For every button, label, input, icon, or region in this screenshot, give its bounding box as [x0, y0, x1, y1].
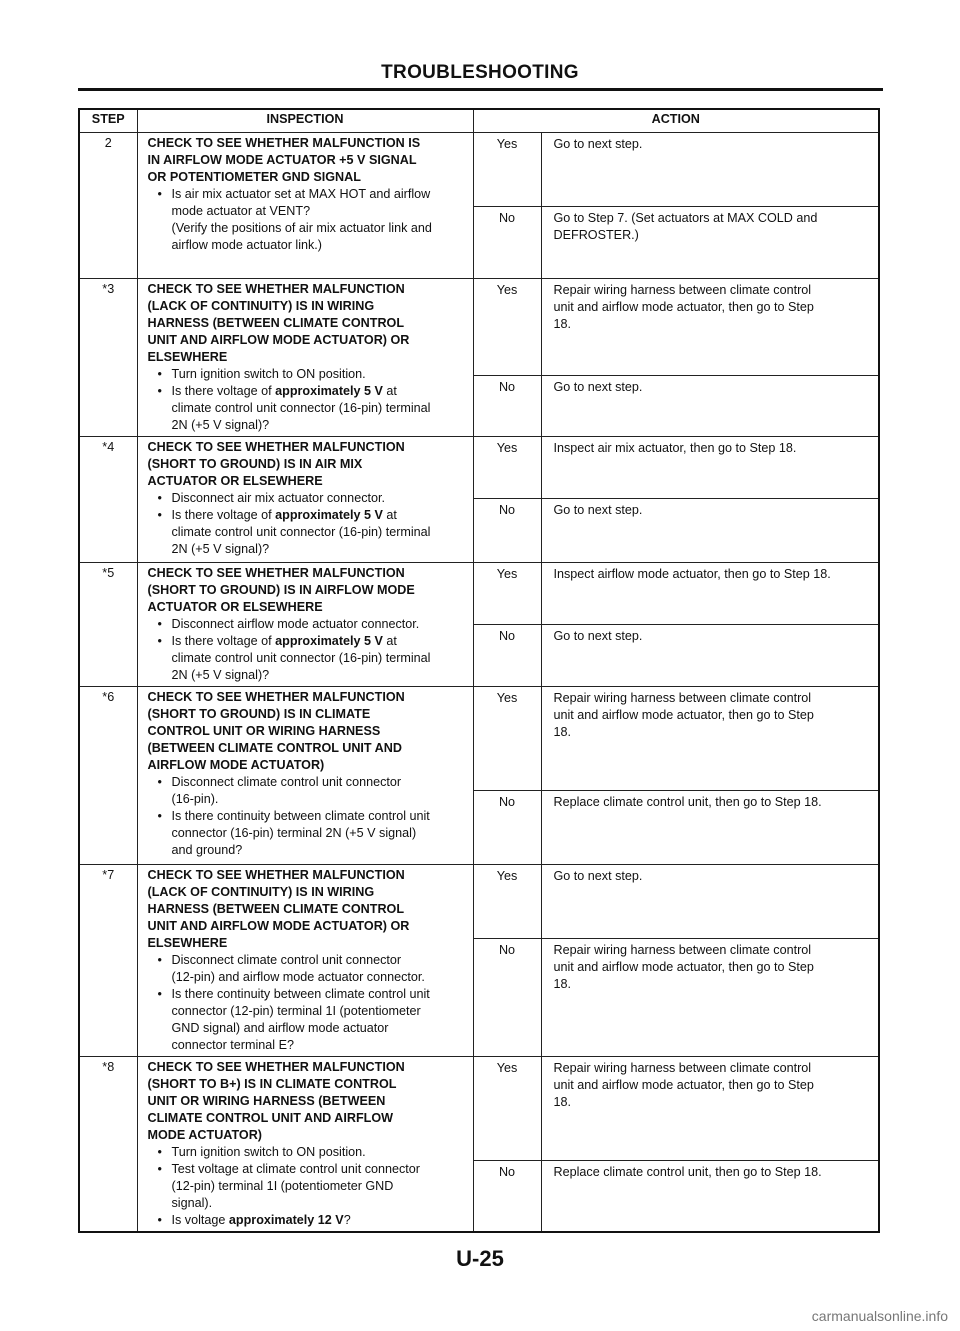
- step-number: 2: [79, 133, 137, 279]
- inspection-bullet-continuation: airflow mode actuator link.): [171, 238, 322, 252]
- action-line: 18.: [553, 977, 572, 991]
- inspection-heading-line: ELSEWHERE: [147, 350, 228, 364]
- inspection-heading-line: MODE ACTUATOR): [147, 1128, 262, 1142]
- table-header-row: [79, 109, 879, 133]
- inspection-heading-line: CHECK TO SEE WHETHER MALFUNCTION: [147, 690, 405, 704]
- action-line: Go to next step.: [553, 869, 643, 883]
- column-header-inspection: INSPECTION: [137, 109, 473, 133]
- inspection-bullet-continuation: 2N (+5 V signal)?: [171, 418, 270, 432]
- no-action: [541, 625, 879, 687]
- inspection-heading-line: CHECK TO SEE WHETHER MALFUNCTION: [147, 868, 405, 882]
- yes-label: Yes: [473, 865, 541, 939]
- inspection-heading-line: CHECK TO SEE WHETHER MALFUNCTION: [147, 282, 405, 296]
- column-header-action: ACTION: [473, 109, 879, 133]
- title-rule: [78, 88, 883, 91]
- bullet-text: Is there voltage of: [171, 508, 276, 522]
- troubleshooting-table: [78, 108, 880, 1233]
- yes-action: [541, 687, 879, 791]
- no-action: [541, 791, 879, 865]
- inspection-heading-line: (SHORT TO GROUND) IS IN CLIMATE: [147, 707, 371, 721]
- table-row: [79, 279, 879, 376]
- inspection-bullet-continuation: 2N (+5 V signal)?: [171, 668, 270, 682]
- table-row: [79, 437, 879, 499]
- inspection-bullet-continuation: connector (12-pin) terminal 1I (potentiometer: [171, 1004, 421, 1018]
- inspection-heading-line: (LACK OF CONTINUITY) IS IN WIRING: [147, 299, 375, 313]
- table-row: [79, 1057, 879, 1161]
- action-line: Replace climate control unit, then go to Step 18.: [553, 1165, 822, 1180]
- no-action: [541, 499, 879, 563]
- bullet-text: at: [382, 508, 397, 522]
- bullet-text: at: [382, 384, 397, 398]
- inspection-heading-line: IN AIRFLOW MODE ACTUATOR +5 V SIGNAL: [147, 153, 417, 167]
- column-header-step: STEP: [79, 109, 137, 133]
- action-line: Repair wiring harness between climate control: [553, 283, 812, 297]
- no-action: [541, 376, 879, 437]
- inspection-bullet: • Disconnect climate control unit connector: [148, 952, 467, 969]
- step-number: *8: [79, 1057, 137, 1233]
- inspection-bullet-continuation: connector (16-pin) terminal 2N (+5 V signal): [171, 826, 417, 840]
- no-label: No: [473, 625, 541, 687]
- bullet-emphasis: approximately 5 V: [275, 634, 383, 648]
- watermark: carmanualsonline.info: [811, 1308, 948, 1324]
- bullet-text: at: [382, 634, 397, 648]
- action-line: Repair wiring harness between climate control: [553, 691, 812, 705]
- inspection-bullet: [148, 383, 467, 400]
- inspection-heading-line: CHECK TO SEE WHETHER MALFUNCTION IS: [147, 136, 421, 150]
- inspection-cell: [137, 687, 473, 865]
- action-line: Go to next step.: [553, 503, 643, 517]
- step-number: *6: [79, 687, 137, 865]
- table-body: [79, 133, 879, 1233]
- no-action: [541, 207, 879, 279]
- inspection-bullet-continuation: climate control unit connector (16-pin) terminal: [171, 401, 431, 415]
- yes-action: [541, 437, 879, 499]
- inspection-heading-line: UNIT AND AIRFLOW MODE ACTUATOR) OR: [147, 919, 410, 933]
- inspection-bullet-continuation: (12-pin) terminal 1I (potentiometer GND: [171, 1179, 394, 1193]
- action-line: Go to next step.: [553, 137, 643, 151]
- bullet-text: Is there voltage of: [171, 634, 276, 648]
- no-label: No: [473, 499, 541, 563]
- inspection-heading-line: CHECK TO SEE WHETHER MALFUNCTION: [147, 1060, 405, 1074]
- inspection-heading-line: CHECK TO SEE WHETHER MALFUNCTION: [147, 440, 405, 454]
- inspection-heading-line: UNIT OR WIRING HARNESS (BETWEEN: [147, 1094, 386, 1108]
- table-row: [79, 865, 879, 939]
- inspection-bullet: • Disconnect climate control unit connector: [148, 774, 467, 791]
- inspection-bullet-continuation: climate control unit connector (16-pin) terminal: [171, 651, 431, 665]
- yes-action: [541, 133, 879, 207]
- inspection-heading-line: (BETWEEN CLIMATE CONTROL UNIT AND: [147, 741, 402, 755]
- inspection-heading-line: (LACK OF CONTINUITY) IS IN WIRING: [147, 885, 375, 899]
- step-number: *7: [79, 865, 137, 1057]
- action-line: Go to next step.: [553, 629, 643, 643]
- page-title: TROUBLESHOOTING: [381, 62, 579, 83]
- inspection-heading-line: (SHORT TO GROUND) IS IN AIR MIX: [147, 457, 363, 471]
- bullet-text: Is voltage: [171, 1213, 229, 1227]
- inspection-heading-line: HARNESS (BETWEEN CLIMATE CONTROL: [147, 316, 405, 330]
- inspection-bullet-continuation: (Verify the positions of air mix actuator link and: [171, 221, 432, 235]
- action-line: Go to next step.: [553, 380, 643, 395]
- no-action: [541, 1161, 879, 1232]
- inspection-cell: [137, 563, 473, 687]
- inspection-bullet-continuation: (12-pin) and airflow mode actuator connector.: [171, 970, 425, 984]
- no-label: No: [473, 939, 541, 1057]
- yes-label: Yes: [473, 437, 541, 499]
- action-line: Replace climate control unit, then go to Step 18.: [553, 795, 822, 809]
- inspection-bullet-continuation: 2N (+5 V signal)?: [171, 542, 270, 556]
- inspection-bullet: • Test voltage at climate control unit connector: [148, 1161, 467, 1178]
- action-line: unit and airflow mode actuator, then go to Step: [553, 300, 814, 314]
- inspection-heading-line: HARNESS (BETWEEN CLIMATE CONTROL: [147, 902, 405, 916]
- inspection-heading-line: CLIMATE CONTROL UNIT AND AIRFLOW: [147, 1111, 394, 1125]
- step-number: *5: [79, 563, 137, 687]
- yes-action: [541, 1057, 879, 1161]
- table-row: [79, 687, 879, 791]
- bullet-emphasis: approximately 12 V: [228, 1213, 344, 1227]
- inspection-bullet-continuation: and ground?: [171, 843, 243, 857]
- bullet-emphasis: approximately 5 V: [275, 508, 383, 522]
- inspection-cell: [137, 279, 473, 437]
- inspection-heading-line: (SHORT TO B+) IS IN CLIMATE CONTROL: [147, 1077, 397, 1091]
- inspection-cell: [137, 865, 473, 1057]
- yes-action: [541, 865, 879, 939]
- yes-action: [541, 563, 879, 625]
- action-line: Inspect air mix actuator, then go to Step 18.: [553, 441, 797, 455]
- inspection-bullet: • Turn ignition switch to ON position.: [148, 1144, 467, 1161]
- action-line: unit and airflow mode actuator, then go to Step: [553, 708, 814, 722]
- inspection-bullet: • Disconnect air mix actuator connector.: [148, 490, 467, 507]
- inspection-bullet-continuation: climate control unit connector (16-pin) terminal: [171, 525, 431, 539]
- yes-action: [541, 279, 879, 376]
- inspection-bullet-continuation: mode actuator at VENT?: [171, 204, 311, 218]
- yes-label: Yes: [473, 563, 541, 625]
- no-label: No: [473, 207, 541, 279]
- inspection-cell: [137, 133, 473, 279]
- inspection-bullet: • Turn ignition switch to ON position.: [148, 366, 467, 383]
- action-line: Repair wiring harness between climate control: [553, 1061, 812, 1075]
- action-line: 18.: [553, 317, 572, 331]
- inspection-cell: [137, 1057, 473, 1233]
- inspection-heading-line: (SHORT TO GROUND) IS IN AIRFLOW MODE: [147, 583, 415, 597]
- action-line: unit and airflow mode actuator, then go to Step: [553, 960, 814, 974]
- inspection-heading-line: OR POTENTIOMETER GND SIGNAL: [147, 170, 361, 184]
- inspection-heading-line: ACTUATOR OR ELSEWHERE: [147, 474, 323, 488]
- page-number: U-25: [456, 1246, 504, 1271]
- table-row: [79, 133, 879, 207]
- inspection-bullet: [148, 1212, 467, 1229]
- table-row: [79, 563, 879, 625]
- inspection-bullet: • Is there continuity between climate control unit: [148, 808, 467, 825]
- inspection-heading-line: CONTROL UNIT OR WIRING HARNESS: [147, 724, 381, 738]
- inspection-heading-line: AIRFLOW MODE ACTUATOR): [147, 758, 325, 772]
- inspection-bullet: • Disconnect airflow mode actuator connector.: [148, 616, 467, 633]
- action-line: Inspect airflow mode actuator, then go to Step 18.: [553, 567, 831, 581]
- yes-label: Yes: [473, 1057, 541, 1161]
- yes-label: Yes: [473, 279, 541, 376]
- step-number: *3: [79, 279, 137, 437]
- inspection-bullet-continuation: (16-pin).: [171, 792, 219, 806]
- bullet-emphasis: approximately 5 V: [275, 384, 383, 398]
- no-label: No: [473, 376, 541, 437]
- inspection-bullet-continuation: signal).: [171, 1196, 213, 1210]
- action-line: 18.: [553, 1095, 572, 1109]
- no-label: No: [473, 791, 541, 865]
- inspection-bullet-continuation: GND signal) and airflow mode actuator: [171, 1021, 389, 1035]
- inspection-heading-line: ACTUATOR OR ELSEWHERE: [147, 600, 323, 614]
- inspection-bullet: [148, 633, 467, 650]
- action-line: 18.: [553, 725, 572, 739]
- inspection-bullet: • Is there continuity between climate control unit: [148, 986, 467, 1003]
- inspection-bullet-continuation: connector terminal E?: [171, 1038, 295, 1052]
- inspection-bullet: [148, 507, 467, 524]
- action-line: unit and airflow mode actuator, then go to Step: [553, 1078, 814, 1092]
- bullet-text: Is there voltage of: [171, 384, 276, 398]
- no-label: No: [473, 1161, 541, 1232]
- bullet-text: ?: [343, 1213, 351, 1227]
- inspection-cell: [137, 437, 473, 563]
- inspection-heading-line: ELSEWHERE: [147, 936, 228, 950]
- yes-label: Yes: [473, 687, 541, 791]
- inspection-bullet: • Is air mix actuator set at MAX HOT and airflow: [148, 186, 467, 203]
- no-action: [541, 939, 879, 1057]
- yes-label: Yes: [473, 133, 541, 207]
- action-line: DEFROSTER.): [553, 228, 639, 242]
- step-number: *4: [79, 437, 137, 563]
- inspection-heading-line: UNIT AND AIRFLOW MODE ACTUATOR) OR: [147, 333, 410, 347]
- action-line: Repair wiring harness between climate control: [553, 943, 812, 957]
- inspection-heading-line: CHECK TO SEE WHETHER MALFUNCTION: [147, 566, 405, 580]
- action-line: Go to Step 7. (Set actuators at MAX COLD and: [553, 211, 818, 225]
